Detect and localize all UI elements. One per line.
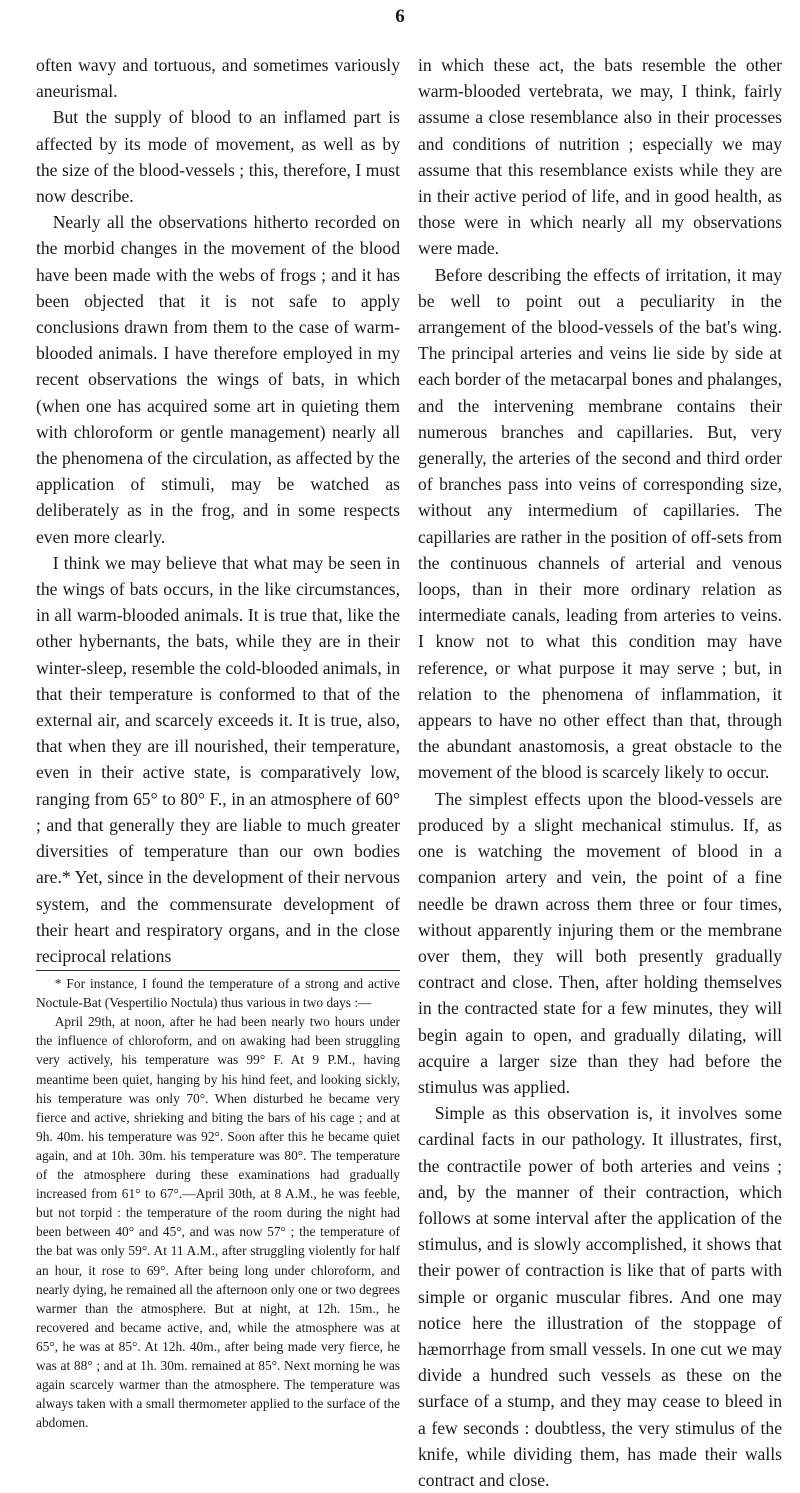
footnote-divider xyxy=(36,970,400,971)
paragraph: Simple as this observation is, it involves some cardinal facts in our pathology. It illustrates, first, the contractile power of both arteries and veins ; and, by the manner of their contraction, which follows at some interval after the application of the stimulus, and is slowly accomplished, it shows that their power of contraction is like that of parts with simple or organic muscular fibres. And one may notice here the illustration of the stoppage of hæmorrhage from small vessels. In one cut we may divide a hundred such vessels as these on the surface of a stump, and they may cease to bleed in a few seconds : doubtless, the very stimulus of the knife, while dividing them, has made their walls contract and close. xyxy=(418,1103,782,1490)
left-column xyxy=(36,52,400,1432)
paragraph: often wavy and tortuous, and sometimes variously aneurismal. xyxy=(36,55,400,102)
footnote-paragraph: April 29th, at noon, after he had been nearly two hours under the influence of chloroform, and on awaking had been struggling very actively, his temperature was 99° F. At 9 P.M., having meantime been quiet, hanging by his hind feet, and looking sickly, his temperature was only 70°. When disturbed he became very fierce and active, shrieking and biting the bars of his cage ; and at 9h. 40m. his temperature was 92°. Soon after this he became quiet again, and at 10h. 30m. his temperature was 80°. The temperature of the atmosphere during these examinations had gradually increased from 61° to 67°.—April 30th, at 8 A.M., he was feeble, but not torpid : the temperature of the room during the night had been between 40° and 45°, and was now 57° ; the temperature of the bat was only 59°. At 11 A.M., after struggling violently for half an hour, it rose to 69°. After being long under chloroform, and nearly dying, he remained all the afternoon only one or two degrees warmer than the atmosphere. But at night, at 12h. 15m., he recovered and became active, and, while the atmosphere was at 65°, he was at 85°. At 12h. 40m., after being made very fierce, he was at 88° ; and at 1h. 30m. remained at 85°. Next morning he was again scarcely warmer than the atmosphere. The temperature was always taken with a small thermometer applied to the surface of the abdomen. xyxy=(36,1014,400,1431)
footnote xyxy=(36,974,400,1432)
paragraph: But the supply of blood to an inflamed part is affected by its mode of movement, as well as by the size of the blood-vessels ; this, therefore, I must now describe. xyxy=(36,107,400,207)
paragraph: Nearly all the observations hitherto recorded on the morbid changes in the movement of the blood have been made with the webs of frogs ; and it has been objected that it is not safe to apply conclusions drawn from them to the case of warm-blooded animals. I have therefore employed in my recent observations the wings of bats, in which (when one has acquired some art in quieting them with chloroform or gentle management) nearly all the phenomena of the circulation, as affected by the application of stimuli, may be watched as deliberately as in the frog, and in some respects even more clearly. xyxy=(36,212,400,547)
page-number: 6 xyxy=(395,6,405,27)
right-column xyxy=(418,52,782,1493)
paragraph: I think we may believe that what may be seen in the wings of bats occurs, in the like circumstances, in all warm-blooded animals. It is true that, like the other hybernants, the bats, while they are in their winter-sleep, resemble the cold-blooded animals, in that their temperature is conformed to that of the external air, and scarcely exceeds it. It is true, also, that when they are ill nourished, their temperature, even in their active state, is comparatively low, ranging from 65° to 80° F., in an atmosphere of 60° ; and that generally they are liable to much greater diversities of temperature than our own bodies are.* Yet, since in the development of their nervous system, and the commensurate development of their heart and respiratory organs, and in the close reciprocal relations xyxy=(36,552,400,966)
paragraph: Before describing the effects of irritation, it may be well to point out a peculiarity in the arrangement of the blood-vessels of the bat's wing. The principal arteries and veins lie side by side at each border of the metacarpal bones and phalanges, and the intervening membrane contains their numerous branches and capillaries. But, very generally, the arteries of the second and third order of branches pass into veins of corresponding size, without any intermedium of capillaries. The capillaries are rather in the position of off-sets from the continuous channels of arterial and venous loops, than in their more ordinary relation as intermediate canals, leading from arteries to veins. I know not to what this condition may have reference, or what purpose it may serve ; but, in relation to the phenomena of inflammation, it appears to have no other effect than that, through the abundant anastomosis, a great obstacle to the movement of the blood is scarcely likely to occur. xyxy=(418,264,782,783)
paragraph: The simplest effects upon the blood-vessels are produced by a slight mechanical stimulus. If, as one is watching the movement of blood in a companion artery and vein, the point of a fine needle be drawn across them three or four times, without apparently injuring them or the membrane over them, they will both presently gradually contract and close. Then, after holding themselves in the contracted state for a few minutes, they will begin again to open, and gradually dilating, will acquire a larger size than they had before the stimulus was applied. xyxy=(418,788,782,1097)
footnote-paragraph: * For instance, I found the temperature of a strong and active Noctule-Bat (Vespertilio Noctula) thus various in two days :— xyxy=(36,976,400,1011)
paragraph: in which these act, the bats resemble the other warm-blooded vertebrata, we may, I think, fairly assume a close resemblance also in their processes and conditions of nutrition ; especially we may assume that this resemblance exists while they are in their active period of life, and in good health, as those were in which nearly all my observations were made. xyxy=(418,55,782,259)
